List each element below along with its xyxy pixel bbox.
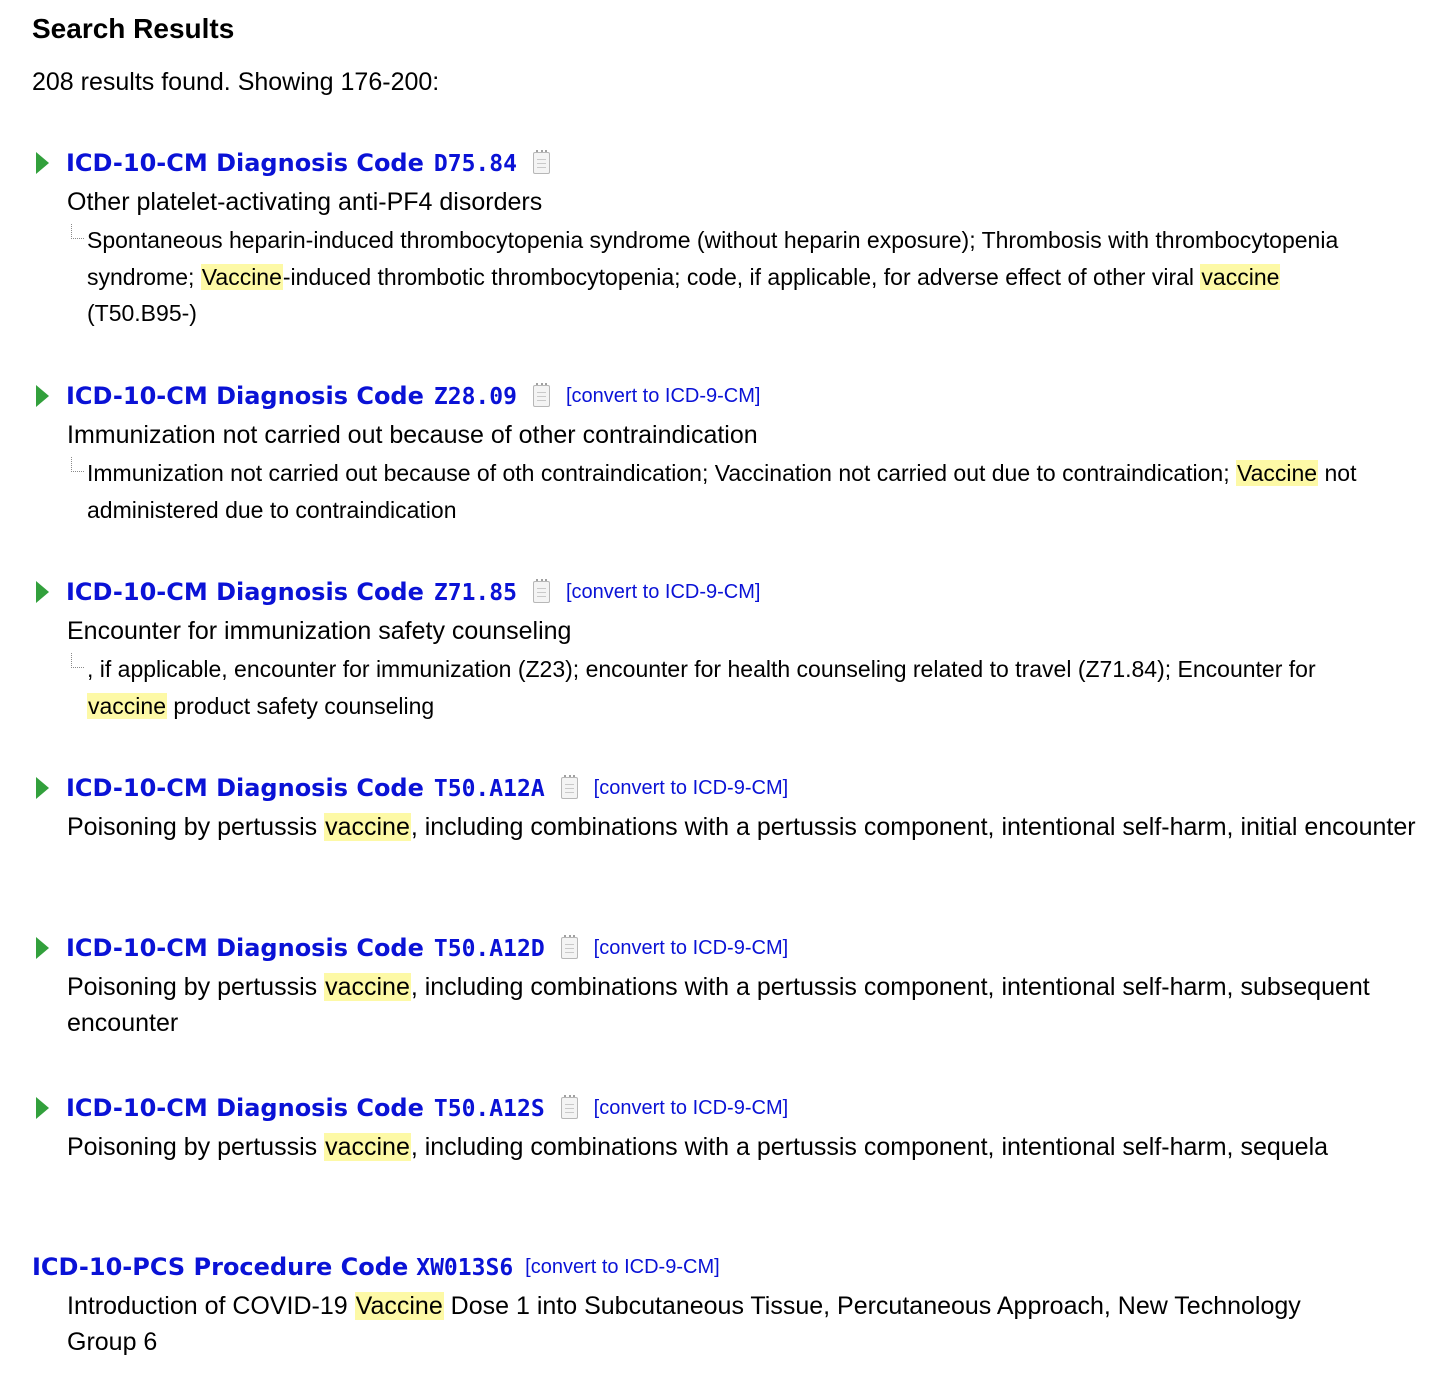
search-term-highlight: Vaccine [1236, 460, 1318, 486]
expand-triangle-icon[interactable] [36, 937, 49, 959]
result-header [66, 771, 788, 805]
result-type-label: ICD-10-CM Diagnosis Code [66, 1094, 424, 1122]
result-code-link[interactable] [66, 382, 517, 410]
search-term-highlight: vaccine [325, 813, 410, 841]
result-alternate-terms: , if applicable, encounter for immunization (Z23); encounter for health counseling related to travel (Z71.84); Encounter for vaccine product safety counseling [87, 651, 1396, 724]
result-code: Z71.85 [433, 580, 517, 606]
result-description: Encounter for immunization safety counseling [67, 617, 572, 645]
result-type-label: ICD-10-CM Diagnosis Code [66, 774, 424, 802]
tree-branch-icon [71, 653, 84, 668]
convert-to-icd9-link[interactable]: [convert to ICD-9-CM] [593, 1096, 789, 1119]
result-code-link[interactable] [66, 774, 545, 802]
search-term-highlight: vaccine [325, 1133, 410, 1161]
notes-clipboard-icon[interactable] [561, 937, 578, 959]
result-type-label: ICD-10-PCS Procedure Code [32, 1253, 409, 1281]
result-code-link[interactable] [66, 578, 517, 606]
result-type-label: ICD-10-CM Diagnosis Code [66, 578, 424, 606]
tree-branch-icon [71, 457, 84, 472]
convert-to-icd9-link[interactable]: [convert to ICD-9-CM] [593, 936, 789, 959]
result-description: Poisoning by pertussis vaccine, including combinations with a pertussis component, intentional self-harm, initial encounter [67, 813, 1416, 841]
result-header [66, 1091, 788, 1125]
tree-branch-icon [71, 224, 84, 239]
convert-to-icd9-link[interactable]: [convert to ICD-9-CM] [593, 776, 789, 799]
convert-to-icd9-link[interactable]: [convert to ICD-9-CM] [565, 580, 761, 603]
expand-triangle-icon[interactable] [36, 1097, 49, 1119]
notes-clipboard-icon[interactable] [561, 1097, 578, 1119]
page-title: Search Results [32, 13, 235, 44]
result-header [32, 1250, 720, 1284]
result-code-link[interactable] [66, 934, 545, 962]
result-type-label: ICD-10-CM Diagnosis Code [66, 382, 424, 410]
result-description: Immunization not carried out because of other contraindication [67, 421, 758, 449]
notes-clipboard-icon[interactable] [533, 152, 550, 174]
search-term-highlight: Vaccine [355, 1292, 443, 1320]
expand-triangle-icon[interactable] [36, 152, 49, 174]
result-code: T50.A12D [433, 936, 545, 962]
result-code-link[interactable] [66, 1094, 545, 1122]
convert-to-icd9-link[interactable]: [convert to ICD-9-CM] [565, 384, 761, 407]
convert-to-icd9-link[interactable]: [convert to ICD-9-CM] [525, 1255, 720, 1278]
result-description: Poisoning by pertussis vaccine, including combinations with a pertussis component, intentional self-harm, subsequent encounter [67, 973, 1370, 1037]
result-header [66, 379, 760, 413]
notes-clipboard-icon[interactable] [533, 581, 550, 603]
notes-clipboard-icon[interactable] [533, 385, 550, 407]
result-code: T50.A12S [433, 1096, 545, 1122]
result-code-link[interactable] [66, 149, 517, 177]
search-term-highlight: Vaccine [201, 263, 282, 290]
expand-triangle-icon[interactable] [36, 385, 49, 407]
results-count: 208 results found. Showing 176-200: [32, 68, 440, 96]
result-header [66, 146, 550, 180]
result-code: Z28.09 [433, 384, 517, 410]
notes-clipboard-icon[interactable] [561, 777, 578, 799]
expand-triangle-icon[interactable] [36, 581, 49, 603]
result-description: Poisoning by pertussis vaccine, including combinations with a pertussis component, intentional self-harm, sequela [67, 1133, 1329, 1161]
result-type-label: ICD-10-CM Diagnosis Code [66, 934, 424, 962]
expand-triangle-icon[interactable] [36, 777, 49, 799]
result-description: Introduction of COVID-19 Vaccine Dose 1 into Subcutaneous Tissue, Percutaneous Approach, New Technology Group 6 [67, 1292, 1301, 1356]
result-code: T50.A12A [433, 776, 545, 802]
result-alternate-terms: Immunization not carried out because of oth contraindication; Vaccination not carried out due to contraindication; Vaccine not administered due to contraindication [87, 455, 1396, 528]
result-description: Other platelet-activating anti-PF4 disorders [67, 188, 543, 216]
result-header [66, 931, 788, 965]
result-header [66, 575, 760, 609]
result-type-label: ICD-10-CM Diagnosis Code [66, 149, 424, 177]
search-term-highlight: vaccine [325, 973, 410, 1001]
result-code: D75.84 [433, 151, 517, 177]
search-term-highlight: vaccine [88, 692, 166, 719]
result-code-link[interactable] [32, 1253, 513, 1281]
result-code: XW013S6 [416, 1255, 514, 1281]
result-alternate-terms: Spontaneous heparin-induced thrombocytopenia syndrome (without heparin exposure); Thrombosis with thrombocytopenia syndrome; Vaccine-induced thrombotic thrombocytopenia; code, if applicable, for adverse effect of other viral vaccine (T50.B95-) [87, 222, 1396, 332]
search-term-highlight: vaccine [1201, 263, 1280, 290]
